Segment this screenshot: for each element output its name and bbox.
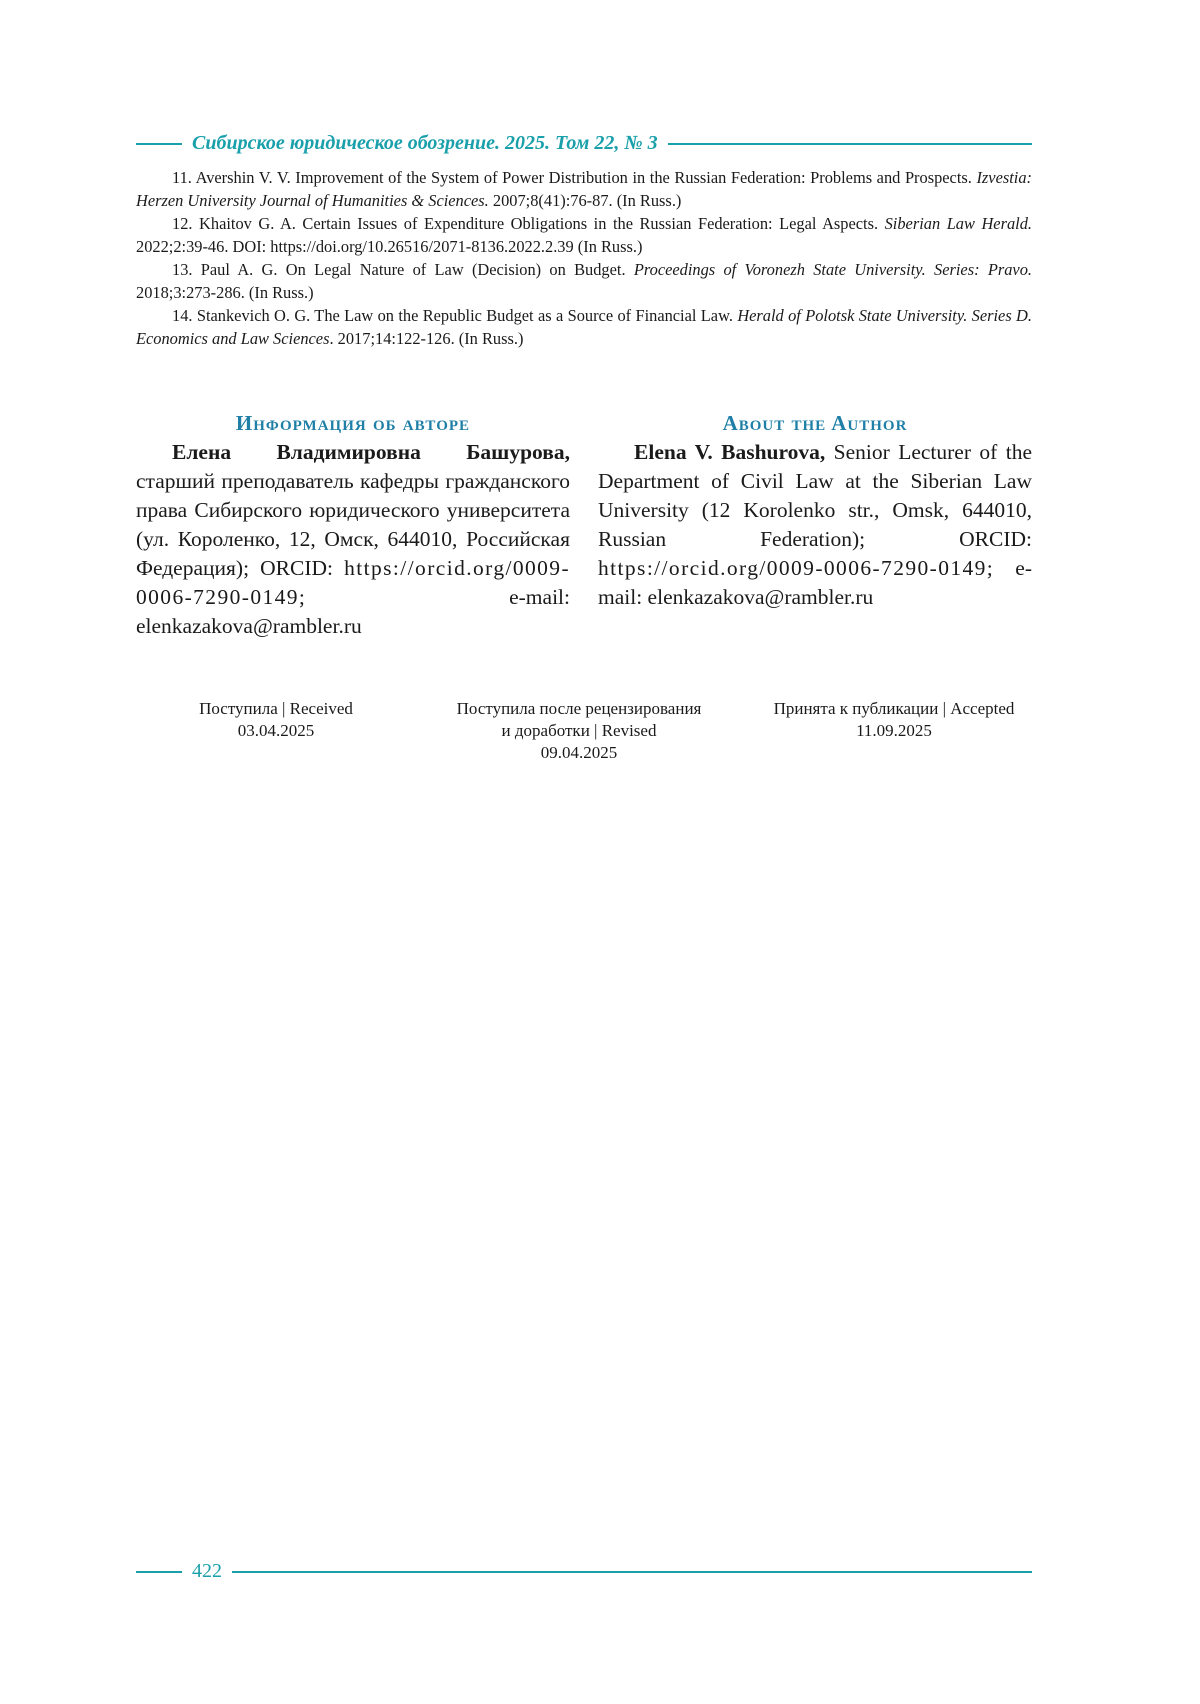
reference-source: Herald of Polotsk State University. Series D. Economics and Law Sciences [136, 306, 1032, 348]
author-description-ru [136, 438, 570, 641]
received-label: Поступила | Received [199, 699, 353, 718]
reference-number: 12. [172, 214, 193, 233]
footer-rule-left [136, 1571, 182, 1573]
author-description-en [598, 438, 1032, 612]
author-affiliation-ru: старший преподаватель кафедры гражданского права Сибирского юридического университета (ул. Короленко, 12, Омск, 644010, Российская Федерация); ORCID: [136, 469, 570, 580]
reference-number: 11. [172, 168, 192, 187]
reference-item [136, 166, 1032, 212]
author-name-en: Elena V. Bashurova, [634, 440, 826, 464]
reference-details: . 2017;14:122-126. (In Russ.) [329, 329, 524, 348]
reference-text: Avershin V. V. Improvement of the System of Power Distribution in the Russian Federation: Problems and Prospects. [191, 168, 977, 187]
reference-text: Khaitov G. A. Certain Issues of Expenditure Obligations in the Russian Federation: Legal Aspects. [192, 214, 885, 233]
received-date: 03.04.2025 [237, 721, 315, 740]
reference-source: Proceedings of Voronezh State University. Series: Pravo. [633, 260, 1032, 279]
reference-item [136, 212, 1032, 258]
reference-text: Paul A. G. On Legal Nature of Law (Decision) on Budget. [192, 260, 634, 279]
reference-details: 2022;2:39-46. DOI: https://doi.org/10.26516/2071-8136.2022.2.39 (In Russ.) [136, 237, 643, 256]
reference-details: 2007;8(41):76-87. (In Russ.) [488, 191, 682, 210]
author-name-ru: Елена Владимировна Башурова, [172, 440, 570, 464]
author-heading-en: About the Author [722, 411, 908, 435]
revised-label-line1: Поступила после рецензирования [456, 699, 702, 718]
header-rule-right [668, 143, 1032, 145]
author-orcid-en[interactable]: https://orcid.org/0009-0006-7290-0149; [598, 556, 995, 580]
reference-details: 2018;3:273-286. (In Russ.) [136, 283, 314, 302]
author-info-en [598, 410, 1032, 612]
reference-source: Siberian Law Herald. [884, 214, 1033, 233]
reference-number: 13. [172, 260, 193, 279]
revised-label-line2: и доработки | Revised [501, 721, 657, 740]
header-rule-left [136, 143, 182, 145]
footer-rule-right [232, 1571, 1032, 1573]
revised-date-block [436, 698, 722, 764]
author-orcid-ru[interactable]: https://orcid.org/0009-0006-7290-0149; [136, 556, 570, 609]
author-info-ru [136, 410, 570, 641]
running-header [136, 132, 1032, 155]
received-date-block [176, 698, 376, 742]
author-email-en[interactable]: e-mail: elenkazakova@rambler.ru [598, 556, 1032, 609]
journal-title: Сибирское юридическое обозрение. 2025. Том 22, № 3 [192, 132, 658, 154]
accepted-label: Принята к публикации | Accepted [773, 699, 1015, 718]
accepted-date: 11.09.2025 [856, 721, 932, 740]
author-affiliation-en: Senior Lecturer of the Department of Civil Law at the Siberian Law University (12 Korolenko str., Omsk, 644010, Russian Federation); ORCID: [598, 440, 1032, 551]
page-footer [136, 1560, 1032, 1583]
author-email-ru[interactable]: e-mail: elenkazakova@rambler.ru [136, 585, 570, 638]
author-heading-ru: Информация об авторе [235, 411, 471, 435]
reference-text: Stankevich O. G. The Law on the Republic Budget as a Source of Financial Law. [192, 306, 738, 325]
reference-source: Izvestia: Herzen University Journal of Humanities & Sciences. [136, 168, 1032, 210]
page-number: 422 [192, 1560, 222, 1582]
reference-number: 14. [172, 306, 193, 325]
accepted-date-block [752, 698, 1036, 742]
reference-item [136, 258, 1032, 304]
reference-item [136, 304, 1032, 350]
reference-list [136, 166, 1032, 350]
revised-date: 09.04.2025 [540, 743, 618, 762]
